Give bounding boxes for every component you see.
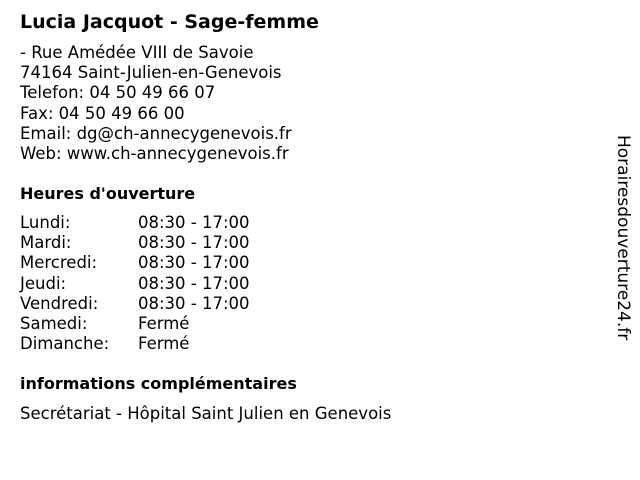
address-block: [20, 43, 292, 164]
day-label: Samedi:: [20, 313, 88, 333]
hours-heading: Heures d'ouverture: [20, 184, 196, 203]
web-line: Web: www.ch-annecygenevois.fr: [20, 144, 289, 164]
email-line: Email: dg@ch-annecygenevois.fr: [20, 123, 292, 143]
hours-row-samedi: [20, 314, 250, 334]
time-value: 08:30 - 17:00: [138, 253, 250, 273]
brand-watermark: [610, 135, 634, 345]
opening-hours-table: [20, 213, 250, 354]
hours-row-mercredi: [20, 253, 250, 273]
time-value: Fermé: [138, 313, 190, 333]
time-value: 08:30 - 17:00: [138, 213, 250, 232]
page-title: Lucia Jacquot - Sage-femme: [20, 11, 319, 33]
day-label: Mercredi:: [20, 253, 98, 273]
day-label: Dimanche:: [20, 334, 110, 354]
phone-line: Telefon: 04 50 49 66 07: [20, 83, 216, 103]
day-label: Lundi:: [20, 213, 71, 232]
hours-row-lundi: [20, 213, 250, 233]
time-value: 08:30 - 17:00: [138, 233, 250, 253]
hours-row-mardi: [20, 233, 250, 253]
hours-row-dimanche: [20, 334, 250, 354]
day-label: Vendredi:: [20, 293, 99, 313]
street-line: - Rue Amédée VIII de Savoie: [20, 43, 254, 62]
info-heading: informations complémentaires: [20, 374, 297, 393]
hours-row-jeudi: [20, 274, 250, 294]
time-value: 08:30 - 17:00: [138, 293, 250, 313]
time-value: Fermé: [138, 334, 190, 354]
day-label: Mardi:: [20, 233, 72, 253]
info-text: Secrétariat - Hôpital Saint Julien en Genevois: [20, 404, 392, 423]
brand-text: Horairesdouverture24.fr: [613, 135, 633, 341]
hours-row-vendredi: [20, 294, 250, 314]
time-value: 08:30 - 17:00: [138, 273, 250, 293]
day-label: Jeudi:: [20, 273, 67, 293]
postal-city-line: 74164 Saint-Julien-en-Genevois: [20, 63, 282, 83]
fax-line: Fax: 04 50 49 66 00: [20, 103, 185, 123]
